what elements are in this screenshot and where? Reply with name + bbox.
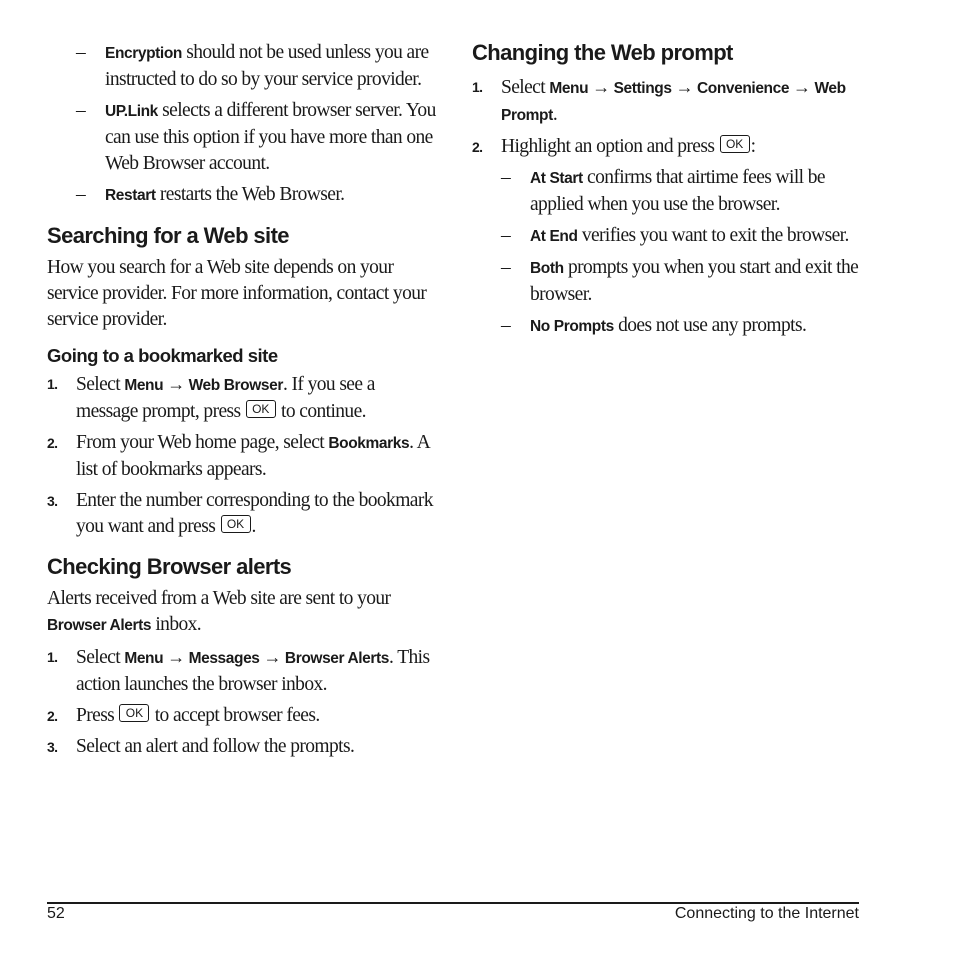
alerts-step-1: 1. Select Menu → Messages → Browser Alerts. This action launches the browser inbox. bbox=[47, 647, 430, 695]
arrow-icon: → bbox=[167, 374, 185, 394]
alerts-step-2: 2. Press OK to accept browser fees. bbox=[47, 705, 320, 726]
option-at-start: – At Start confirms that airtime fees will be applied when you use the browser. bbox=[501, 167, 825, 215]
footer-section-title: Connecting to the Internet bbox=[674, 905, 859, 922]
left-column bbox=[47, 40, 439, 765]
dash-marker: – bbox=[501, 225, 511, 246]
heading-searching: Searching for a Web site bbox=[47, 223, 289, 248]
alerts-step-3: 3. Select an alert and follow the prompts. bbox=[47, 736, 355, 757]
list-item-restart: – Restart restarts the Web Browser. bbox=[47, 182, 439, 209]
arrow-icon: → bbox=[592, 77, 610, 97]
page-number: 52 bbox=[47, 905, 65, 922]
alerts-intro: Alerts received from a Web site are sent to your Browser Alerts inbox. bbox=[47, 588, 391, 635]
dash-marker: – bbox=[76, 100, 86, 121]
ok-key-icon: OK bbox=[221, 515, 251, 533]
bookmark-step-3: 3. Enter the number corresponding to the bookmark you want and press OK . bbox=[47, 490, 433, 537]
dash-marker: – bbox=[501, 257, 511, 278]
dash-marker: – bbox=[501, 315, 511, 336]
heading-browser-alerts: Checking Browser alerts bbox=[47, 554, 292, 579]
footer-divider bbox=[47, 902, 859, 904]
option-no-prompts: – No Prompts does not use any prompts. bbox=[472, 313, 864, 340]
arrow-icon: → bbox=[793, 77, 811, 97]
option-at-end: – At End verifies you want to exit the browser. bbox=[472, 223, 864, 250]
heading-bookmarked: Going to a bookmarked site bbox=[47, 345, 278, 366]
list-item-uplink: – UP.Link selects a different browser server. You can use this option if you have more than one Web Browser account. bbox=[76, 100, 436, 174]
bookmark-step-2: 2. From your Web home page, select Bookmarks. A list of bookmarks appears. bbox=[47, 432, 430, 480]
arrow-icon: → bbox=[167, 647, 185, 667]
ok-key-icon: OK bbox=[246, 400, 276, 418]
arrow-icon: → bbox=[263, 647, 281, 667]
option-both: – Both prompts you when you start and exit the browser. bbox=[501, 257, 859, 305]
search-body: How you search for a Web site depends on your service provider. For more information, contact your service provider. bbox=[47, 257, 427, 330]
bookmark-step-1: 1. Select Menu → Web Browser. If you see a message prompt, press OK to continue. bbox=[47, 374, 375, 422]
ok-key-icon: OK bbox=[119, 704, 149, 722]
prompt-step-2: 2. Highlight an option and press OK : bbox=[472, 136, 756, 157]
dash-marker: – bbox=[501, 167, 511, 188]
dash-marker: – bbox=[76, 42, 86, 63]
right-column bbox=[472, 40, 864, 345]
arrow-icon: → bbox=[675, 77, 693, 97]
heading-web-prompt: Changing the Web prompt bbox=[472, 40, 733, 65]
prompt-step-1: 1. Select Menu → Settings → Convenience → Web Prompt. bbox=[472, 77, 846, 125]
dash-marker: – bbox=[76, 184, 86, 205]
ok-key-icon: OK bbox=[720, 135, 750, 153]
list-item-encryption: – Encryption should not be used unless you are instructed to do so by your service provider. bbox=[76, 42, 429, 90]
